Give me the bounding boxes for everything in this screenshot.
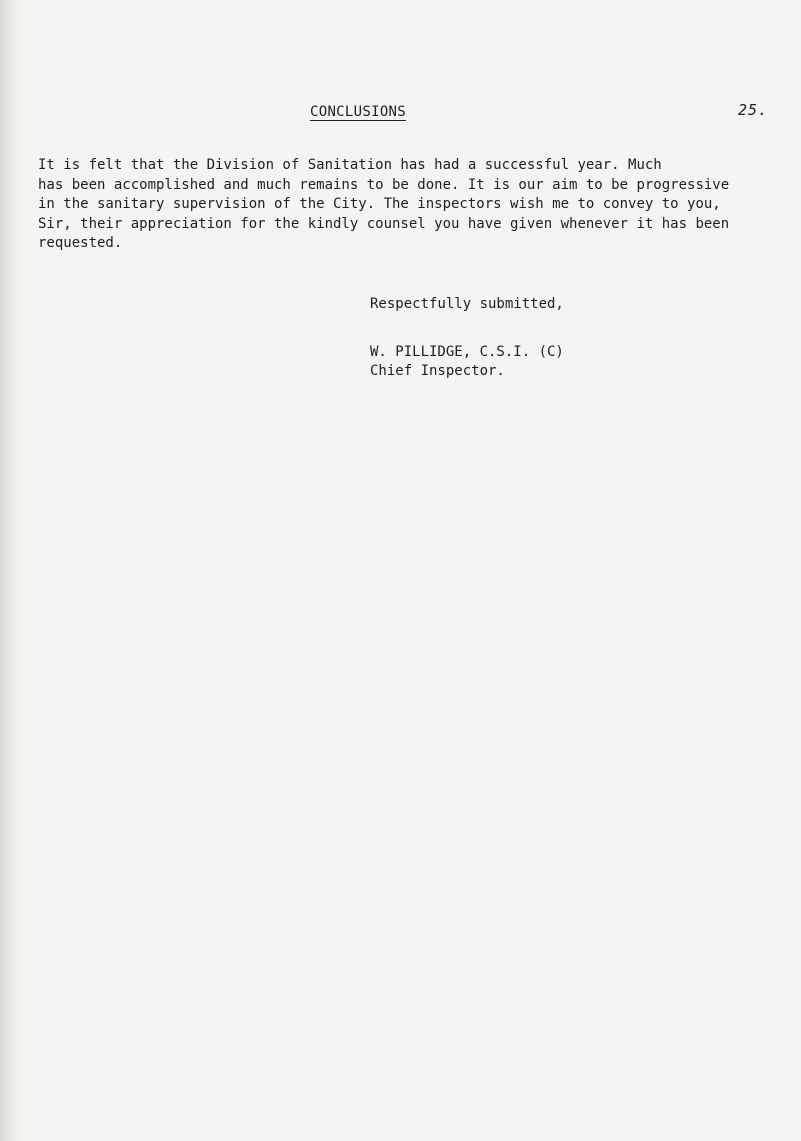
signatory-name: W. PILLIDGE, C.S.I. (C) — [370, 344, 564, 360]
signatory-title: Chief Inspector. — [370, 363, 505, 379]
paragraph-line: requested. — [38, 235, 123, 251]
paragraph-line: in the sanitary supervision of the City. The inspectors wish me to convey to you, — [38, 196, 721, 212]
closing-phrase: Respectfully submitted, — [370, 296, 564, 312]
body-paragraph — [38, 156, 778, 254]
page-number: 25. — [738, 101, 769, 119]
section-heading: CONCLUSIONS — [310, 104, 407, 120]
paragraph-line: has been accomplished and much remains to be done. It is our aim to be progressive — [38, 176, 730, 193]
paragraph-line: It is felt that the Division of Sanitation has had a successful year. Much — [38, 157, 662, 173]
signature-block — [370, 343, 564, 381]
page-edge-shadow — [0, 0, 22, 1141]
paragraph-line: Sir, their appreciation for the kindly counsel you have given whenever it has been — [38, 215, 730, 232]
